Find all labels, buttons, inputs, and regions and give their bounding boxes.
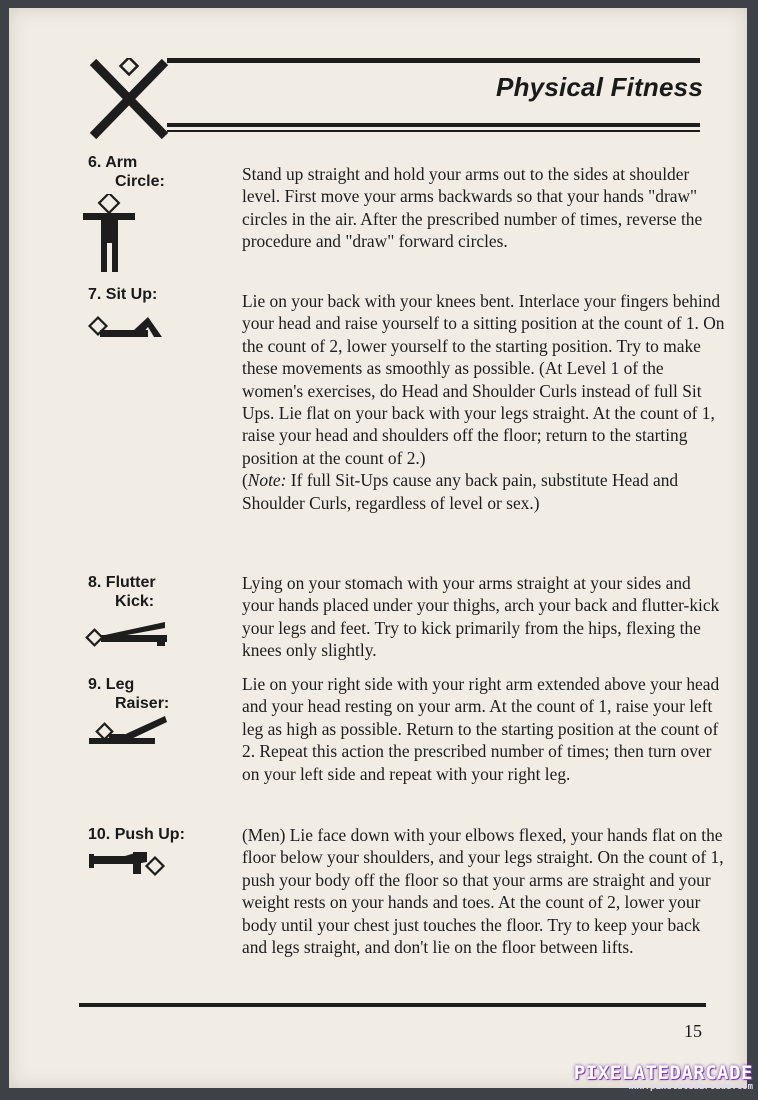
page-number: 15 bbox=[684, 1021, 702, 1041]
exercise-description: Lie on your back with your knees bent. Interlace your fingers behind your head and raise yourself to a sitting position at the count of 1. On the count of 2, lower yourself to the starting position. Try to make these movements as smoothly as possible. (At Level 1 of the women's exercises, do Head and Shoulder Curls instead of full Sit Ups. Lie flat on your back with your legs straight. At the count of 1, raise your head and shoulders off the floor; return to the starting position at the count of 2.) bbox=[242, 291, 725, 468]
exercise-label-line1: 9. Leg bbox=[88, 676, 135, 693]
exercise-label-line1: 6. Arm bbox=[88, 154, 138, 171]
sit-up-figure-icon bbox=[88, 314, 164, 340]
exercise-description: Lie on your right side with your right arm extended above your head and your head resting on your arm. At the count of 1, raise your left leg as high as possible. Return to the starting position at the count of 2. Repeat this action the prescribed number of times; then turn over on your left side and repeat with your right leg. bbox=[242, 674, 720, 784]
exercise-description: Stand up straight and hold your arms out to the sides at shoulder level. First move your arms backwards so that your hands "draw" circles in the air. After the prescribed number of times, reverse the procedure and "draw" forward circles. bbox=[242, 164, 703, 252]
header-bottom-rule bbox=[167, 123, 700, 127]
exercise-label-leg-raiser bbox=[88, 675, 228, 713]
exercise-label-line2: Kick: bbox=[115, 593, 155, 610]
exercise-text-arm-circle bbox=[242, 163, 726, 253]
exercise-label-line2: Circle: bbox=[115, 173, 165, 190]
footer-rule bbox=[79, 1003, 706, 1007]
exercise-description: (Men) Lie face down with your elbows flexed, your hands flat on the floor below your shoulders, and your legs straight. On the count of 1, push your body off the floor so that your arms are straight and your weight rests on your hands and toes. At the count of 2, lower your body until your chest just touches the floor. Try to keep your back and legs straight, and don't lie on the floor between lifts. bbox=[242, 825, 724, 958]
exercise-label-arm-circle bbox=[88, 153, 228, 191]
exercise-text-flutter-kick bbox=[242, 572, 726, 662]
note-text: If full Sit-Ups cause any back pain, substitute Head and Shoulder Curls, regardless of level or sex.) bbox=[242, 470, 679, 513]
push-up-figure-icon bbox=[87, 848, 171, 878]
exercise-label-line2: Raiser: bbox=[115, 695, 170, 712]
exercise-text-push-up bbox=[242, 824, 726, 958]
watermark-brand: PIXELATEDARCADE bbox=[573, 1062, 753, 1084]
exercise-text-leg-raiser bbox=[242, 673, 726, 785]
exercise-label-line1: 10. Push Up: bbox=[88, 826, 185, 843]
flutter-kick-figure-icon bbox=[85, 618, 167, 648]
arm-circle-figure-icon bbox=[81, 194, 137, 278]
note-open-paren: ( bbox=[242, 470, 248, 491]
exercise-label-sit-up bbox=[88, 285, 228, 304]
watermark-url: www.pixelatedarcade.com bbox=[628, 1082, 753, 1092]
page-title: Physical Fitness bbox=[496, 72, 703, 102]
header-bottom-rule-thin bbox=[167, 130, 700, 132]
leg-raiser-figure-icon bbox=[85, 714, 167, 746]
exercise-label-line1: 8. Flutter bbox=[88, 574, 156, 591]
fitness-x-figure-icon bbox=[89, 58, 169, 140]
exercise-description: Lying on your stomach with your arms straight at your sides and your hands placed under your thighs, arch your back and flutter-kick your legs and feet. Try to kick primarily from the hips, flexing the knees only slightly. bbox=[242, 573, 720, 661]
manual-page bbox=[9, 8, 747, 1088]
note-label: Note: bbox=[247, 470, 287, 491]
exercise-note bbox=[242, 469, 726, 514]
exercise-text-sit-up bbox=[242, 290, 726, 514]
exercise-label-push-up bbox=[88, 825, 228, 844]
exercise-label-line1: 7. Sit Up: bbox=[88, 286, 158, 303]
header-top-rule bbox=[167, 58, 700, 63]
watermark bbox=[574, 1062, 753, 1092]
exercise-label-flutter-kick bbox=[88, 573, 228, 611]
